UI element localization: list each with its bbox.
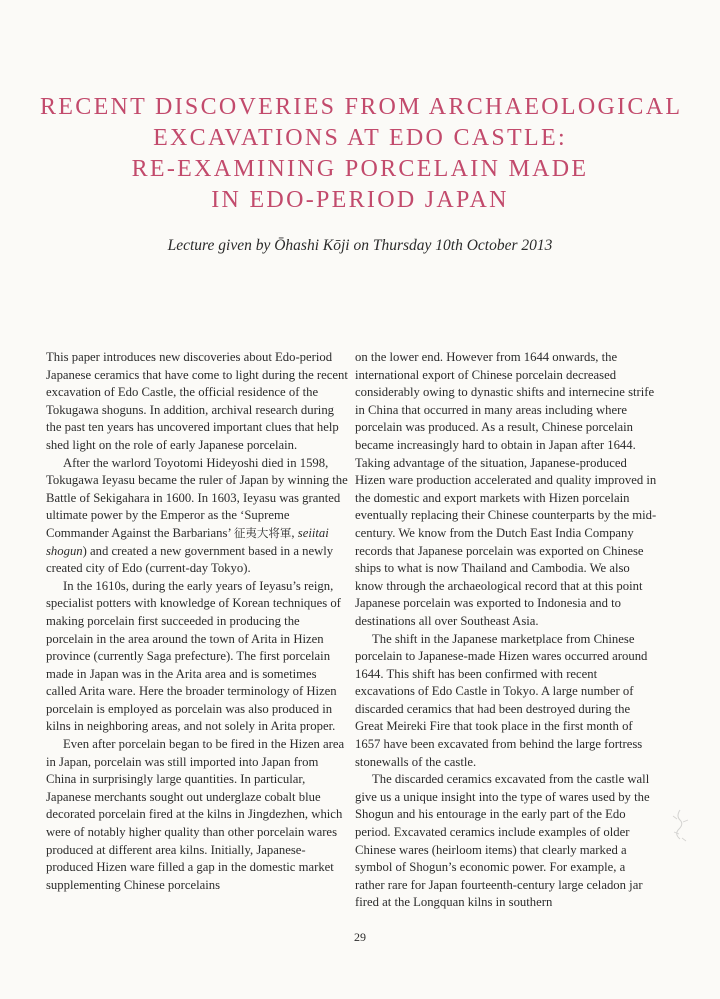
title-line-2: EXCAVATIONS AT EDO CASTLE:	[153, 125, 567, 151]
library-stamp-mark	[668, 808, 692, 846]
paragraph-ieyasu	[46, 455, 348, 578]
paragraph-shift: The shift in the Japanese marketplace from Chinese porcelain to Japanese-made Hizen wares occurred around 1644. This shift has been confirmed with recent excavations of Edo Castle in Tokyo. A large number of discarded ceramics that had been destroyed during the Great Meireki Fire that took place in the first month of 1657 have been excavated from behind the large fortress stonewalls of the castle.	[355, 631, 648, 769]
paragraph-imports: Even after porcelain began to be fired in the Hizen area in Japan, porcelain was still imported into Japan from China in surprisingly large quantities. In particular, Japanese merchants sought out underglaze cobalt blue decorated porcelain fired at the kilns in Jingdezhen, which were of notably higher quality than other porcelain wares produced at different area kilns. Initially, Japanese-produced Hizen ware filled a gap in the domestic market supplementing Chinese porcelains	[46, 737, 345, 892]
paragraph-arita: In the 1610s, during the early years of Ieyasu’s reign, specialist potters with knowledge of Korean techniques of making porcelain first succeeded in producing the porcelain in the area around the town of Arita in Hizen province (currently Saga prefecture). The first porcelain made in Japan was in the Arita area and is sometimes called Arita ware. Here the broader terminology of Hizen porcelain is employed as porcelain was also produced in kilns in neighboring areas, and not solely in Arita proper.	[46, 578, 341, 734]
paragraph-ieyasu-text: After the warlord Toyotomi Hideyoshi died in 1598, Tokugawa Ieyasu became the ruler of Japan by winning the Battle of Sekigahara in 1600. In 1603, Ieyasu was granted ultimate power by the Emperor as the ‘Supreme Commander Against the Barbarians’	[46, 455, 348, 540]
paragraph-discarded: The discarded ceramics excavated from the castle wall give us a unique insight into the type of wares used by the Shogun and his entourage in the early part of the Edo period. Excavated ceramics include examples of older Chinese wares (heirloom items) that clearly marked a symbol of Shogun’s economic power. For example, a rather rare for Japan fourteenth-century large celadon jar fired at the Longquan kilns in southern	[355, 772, 650, 910]
article-title	[40, 92, 683, 216]
right-column	[355, 349, 657, 912]
comma: ,	[291, 525, 298, 540]
kanji-title: 征夷大将軍	[233, 525, 292, 540]
page-number: 29	[354, 930, 366, 944]
romanized-title: seiitai shogun	[46, 525, 329, 558]
lecture-subtitle: Lecture given by Ōhashi Kōji on Thursday 10th October 2013	[167, 237, 553, 254]
paragraph-export: on the lower end. However from 1644 onwards, the international export of Chinese porcelain decreased considerably owing to dynastic shifts and internecine strife in China that occurred in many areas including where porcelain was produced. As a result, Chinese porcelain became increasingly hard to obtain in Japan after 1644. Taking advantage of the situation, Japanese-produced Hizen ware production accelerated and quality improved in the domestic and export markets with Hizen porcelain eventually replacing their Chinese counterparts by the mid-century. We know from the Dutch East India Company records that Japanese porcelain was exported on Chinese ships to what is now Thailand and Cambodia. We also know through the archaeological record that at this point Japanese porcelain was exported to Indonesia and to destinations all over Southeast Asia.	[355, 350, 657, 628]
title-line-3: RE-EXAMINING PORCELAIN MADE	[131, 156, 589, 182]
paragraph-ieyasu-end: ) and created a new government based in a newly created city of Edo (current-day Tokyo).	[46, 543, 334, 576]
title-line-4: IN EDO-PERIOD JAPAN	[211, 187, 509, 213]
title-line-1: RECENT DISCOVERIES FROM ARCHAEOLOGICAL	[40, 94, 683, 120]
left-column	[46, 349, 348, 894]
paragraph-intro: This paper introduces new discoveries about Edo-period Japanese ceramics that have come to light during the recent excavation of Edo Castle, the official residence of the Tokugawa shoguns. In addition, archival research during the past ten years has uncovered important clues that help shed light on the role of early Japanese porcelain.	[46, 350, 348, 452]
